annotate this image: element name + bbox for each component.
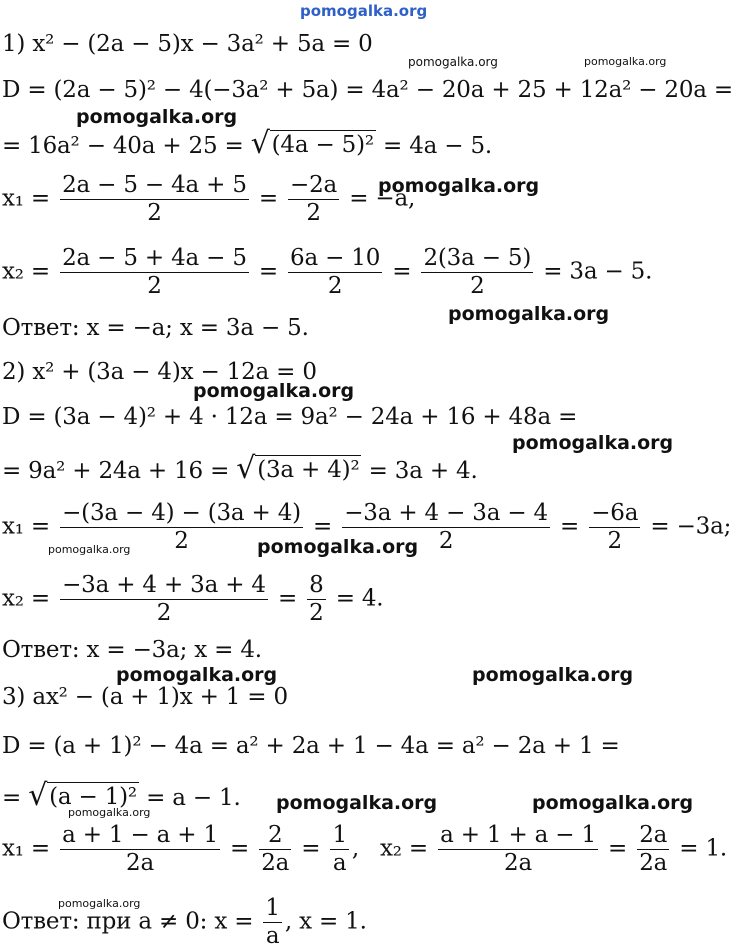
sqrt-sign: √ (4a − 5)² (250, 126, 374, 161)
fraction (60, 172, 249, 227)
fraction (60, 245, 249, 300)
watermark: pomogalka.org (48, 543, 131, 556)
watermark: pomogalka.org (472, 664, 634, 686)
denominator: 2 (306, 200, 321, 226)
task2-answer: Ответ: x = −3a; x = 4. (2, 637, 262, 663)
numerator: 2a − 5 − 4a + 5 (62, 172, 247, 198)
fraction (342, 500, 550, 555)
x2-result: = 1. (679, 835, 727, 862)
task2-equation: 2) x² + (3a − 4)x − 12a = 0 (2, 359, 317, 385)
watermark: pomogalka.org (532, 792, 694, 814)
numerator: a + 1 − a + 1 (62, 822, 218, 848)
numerator: 1 (332, 822, 347, 848)
denominator: 2a (126, 850, 154, 876)
denominator: 2 (470, 273, 485, 299)
task2-x2: x₂ = $\frac{-3a + 4 + 3a + 4}{2}$ = $\frac{8}{2}$ = 4. (2, 572, 384, 626)
task2-d2-left: = 9a² + 24a + 16 = (2, 458, 230, 484)
numerator: 6a − 10 (290, 245, 381, 271)
numerator: 2 (259, 822, 291, 850)
fraction (637, 822, 669, 877)
watermark: pomogalka.org (193, 380, 355, 402)
x1-label: x₁ = (2, 513, 50, 540)
task2-d2-right: = 3a + 4. (368, 458, 478, 484)
task1-discriminant: D = (2a − 5)² − 4(−3a² + 5a) = 4a² − 20a + 25 + 12a² − 20a = (2, 77, 733, 103)
sqrt-sign: √ (a − 1)² (28, 778, 137, 813)
task1-radicand: (4a − 5)² (271, 132, 374, 158)
fraction (589, 500, 640, 555)
task2-x1: x₁ = $\frac{-(3a - 4) - (3a + 4)}{2}$ = $\frac{-3a + 4 - 3a - 4}{2}$ = $\frac{-6a}{2}$ = −3a; (2, 500, 732, 554)
numerator: 2(3a − 5) (423, 245, 532, 271)
numerator: −3a + 4 + 3a + 4 (62, 572, 266, 598)
x1-result: , (351, 835, 359, 862)
x1-result: = −3a; (650, 513, 732, 540)
denominator: 2 (156, 600, 172, 626)
denominator: 2a (504, 850, 532, 876)
task1-discriminant-root (2, 126, 492, 161)
numerator: a + 1 + a − 1 (440, 822, 596, 848)
task1-x1: x₁ = $\frac{2a - 5 - 4a + 5}{2}$ = $\frac{-2a}{2}$ = −a, (2, 172, 416, 226)
task3-d2-left: = (2, 785, 22, 811)
fraction (288, 245, 382, 300)
x1-label: x₁ = (2, 185, 50, 212)
fraction (330, 822, 348, 877)
denominator: 2 (147, 273, 162, 299)
watermark: pomogalka.org (116, 664, 278, 686)
task1-d2-left: = 16a² − 40a + 25 = (2, 133, 244, 159)
task2-discriminant-root (2, 451, 478, 486)
watermark-top: pomogalka.org (300, 2, 428, 20)
denominator: a (332, 850, 347, 876)
numerator: 1 (265, 895, 280, 921)
watermark: pomogalka.org (378, 175, 540, 197)
answer-left: Ответ: при a ≠ 0: x = (2, 908, 254, 935)
watermark: pomogalka.org (448, 303, 610, 325)
fraction (421, 245, 533, 300)
task3-x1: x₁ = $\frac{a + 1 - a + 1}{2a}$ = $\frac{2}{2a}$ = $\frac{1}{a}$ , (2, 822, 359, 876)
x2-label: x₂ = (2, 258, 50, 285)
watermark: pomogalka.org (58, 897, 141, 910)
task3-x2: x₂ = $\frac{a + 1 + a - 1}{2a}$ = $\frac{2a}{2a}$ = 1. (380, 822, 727, 876)
task3-radicand: (a − 1)² (49, 784, 137, 810)
x1-result: = −a, (349, 185, 416, 212)
numerator: 2a − 5 + 4a − 5 (62, 245, 247, 271)
task2-radicand: (3a + 4)² (257, 457, 360, 483)
x2-result: = 3a − 5. (543, 258, 653, 285)
task1-d2-right: = 4a − 5. (383, 133, 492, 159)
numerator: −2a (290, 172, 338, 198)
sqrt-sign: √ (3a + 4)² (236, 451, 360, 486)
numerator: −(3a − 4) − (3a + 4) (62, 500, 301, 526)
task1-answer: Ответ: x = −a; x = 3a − 5. (2, 315, 309, 341)
denominator: 2 (438, 528, 454, 554)
numerator: −3a + 4 − 3a − 4 (344, 500, 548, 526)
task3-d2-right: = a − 1. (146, 785, 241, 811)
fraction (60, 822, 220, 877)
watermark: pomogalka.org (76, 106, 238, 128)
fraction (60, 572, 268, 627)
x1-label: x₁ = (2, 835, 50, 862)
fraction (60, 500, 303, 555)
x2-label: x₂ = (380, 835, 428, 862)
denominator: 2a (639, 850, 668, 876)
denominator: 2 (607, 528, 622, 554)
answer-right: , x = 1. (284, 908, 367, 935)
watermark: pomogalka.org (512, 432, 674, 454)
denominator: 2 (147, 200, 162, 226)
numerator: −6a (591, 500, 639, 526)
fraction (263, 895, 281, 950)
task3-equation: 3) ax² − (a + 1)x + 1 = 0 (2, 684, 288, 710)
task1-x2: x₂ = $\frac{2a - 5 + 4a - 5}{2}$ = $\frac{6a - 10}{2}$ = $\frac{2(3a - 5)}{2}$ = 3a − 5. (2, 245, 653, 299)
denominator: 2 (327, 273, 343, 299)
watermark: pomogalka.org (276, 792, 438, 814)
denominator: 2 (309, 600, 324, 626)
fraction (288, 172, 339, 227)
denominator: a (265, 923, 280, 949)
watermark: pomogalka.org (408, 55, 498, 69)
task1-equation: 1) x² − (2a − 5)x − 3a² + 5a = 0 (2, 31, 373, 57)
fraction (259, 822, 291, 877)
task3-discriminant: D = (a + 1)² − 4a = a² + 2a + 1 − 4a = a² − 2a + 1 = (2, 733, 620, 759)
watermark: pomogalka.org (257, 536, 419, 558)
numerator: 2a (639, 822, 668, 848)
x2-label: x₂ = (2, 585, 50, 612)
denominator: 2a (261, 850, 290, 876)
fraction (307, 572, 325, 627)
watermark: pomogalka.org (68, 806, 151, 819)
task3-answer (2, 895, 367, 950)
numerator: 8 (309, 572, 324, 598)
denominator: 2 (174, 528, 189, 554)
task2-discriminant: D = (3a − 4)² + 4 · 12a = 9a² − 24a + 16 + 48a = (2, 404, 578, 430)
watermark: pomogalka.org (584, 55, 667, 68)
x2-result: = 4. (335, 585, 384, 612)
fraction (438, 822, 598, 877)
